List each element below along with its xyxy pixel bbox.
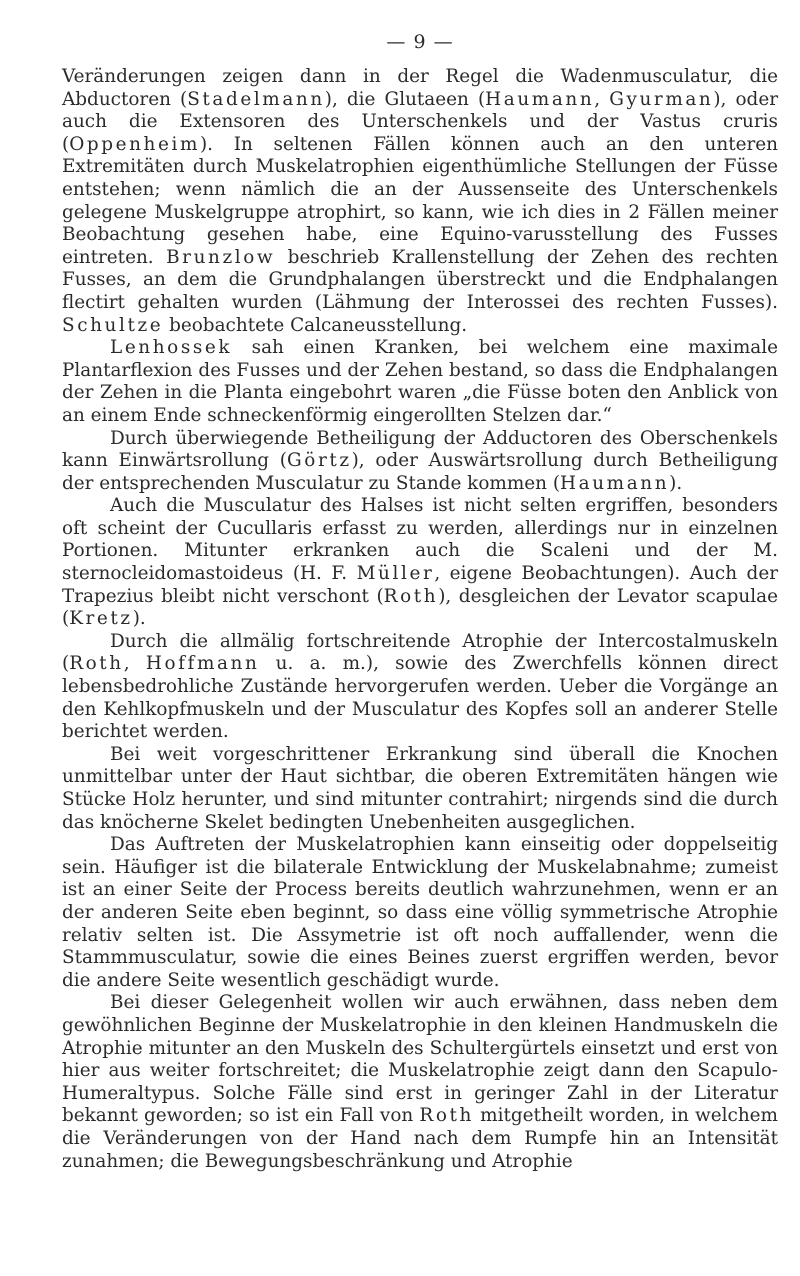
author-name: Haumann — [485, 88, 595, 110]
text-run: ), oder Auswärtsrollung durch Betheiligung der entsprechenden Musculatur zu Stande kommen ( — [62, 450, 778, 494]
body-text — [62, 66, 778, 1173]
paragraph — [62, 495, 778, 631]
author-name: Roth — [383, 585, 439, 607]
paragraph — [62, 744, 778, 834]
author-name: Hoffmann — [145, 653, 260, 675]
text-run: u. a. m.), sowie des Zwerchfells können direct lebensbedrohliche Zustände hervorgerufen werden. Ueber die Vorgänge an den Kehlkopfmuskeln und der Musculatur des Kopfes soll an anderer Stelle berichtet werden. — [62, 653, 778, 743]
text-run: ), desgleichen der Levator scapulae ( — [62, 585, 778, 630]
text-run: Veränderungen zeigen dann in der Regel die Wadenmusculatur, die Abductoren ( — [62, 66, 778, 110]
page — [62, 30, 778, 1173]
author-name: Schultze — [62, 314, 164, 336]
text-run: Bei dieser Gelegenheit wollen wir auch erwähnen, dass neben dem gewöhnlichen Beginne der Muskelatrophie in den kleinen Handmuskeln die Atrophie mitunter an den Muskeln des Schultergürtels einsetzt und erst von hier aus weiter fortschreitet; die Muskelatrophie zeigt dann den Scapulo-Humeraltypus. Solche Fälle sind erst in geringer Zahl in der Literatur bekannt geworden; so ist ein Fall von — [62, 992, 778, 1127]
author-name: Oppenheim — [69, 133, 200, 155]
author-name: Gyurman — [609, 88, 714, 110]
text-run: , eigene Beobachtungen). Auch der Trapezius bleibt nicht verschont ( — [62, 563, 778, 607]
author-name: Görtz — [286, 450, 352, 472]
text-run: Auch die Musculatur des Halses ist nicht selten ergriffen, besonders oft scheint der Cucullaris erfasst zu werden, allerdings nur in einzelnen Portionen. Mitunter erkranken auch die Scaleni und der M. sternocleidomastoideus (H. F. — [62, 495, 778, 585]
author-name: Müller — [356, 563, 435, 585]
paragraph — [62, 66, 778, 337]
paragraph — [62, 337, 778, 427]
author-name: Stadelmann — [187, 88, 325, 110]
text-run: ). In seltenen Fällen können auch an den unteren Extremitäten durch Muskelatrophien eigenthümliche Stellungen der Füsse entstehen; wenn nämlich die an der Aussenseite des Unterschenkels gelegene Muskelgruppe atrophirt, so kann, wie ich dies in 2 Fällen meiner Beobachtung gesehen habe, eine Equino-varusstellung des Fusses eintreten. — [62, 133, 778, 268]
text-run: beschrieb Krallenstellung der Zehen des rechten Fusses, an dem die Grundphalangen überstreckt und die Endphalangen flectirt gehalten wurden (Lähmung der Interossei des rechten Fusses). — [62, 246, 778, 313]
text-run: Durch die allmälig fortschreitende Atrophie der Intercostalmuskeln ( — [62, 630, 778, 675]
text-run: ), die Glutaeen ( — [324, 88, 486, 110]
paragraph — [62, 992, 778, 1173]
paragraph — [62, 631, 778, 744]
paragraph — [62, 834, 778, 992]
text-run: beobachtete Calcaneusstellung. — [163, 314, 468, 336]
text-run: ), oder auch die Extensoren des Unterschenkels und der Vastus cruris ( — [62, 88, 778, 155]
page-number: — 9 — — [386, 31, 454, 53]
text-run: mitgetheilt worden, in welchem die Veränderungen von der Hand nach dem Rumpfe hin an Intensität zunahmen; die Bewegungsbeschränkung und Atrophie — [62, 1105, 778, 1172]
text-run: Bei weit vorgeschrittener Erkrankung sind überall die Knochen unmittelbar unter der Haut sichtbar, die oberen Extremitäten hängen wie Stücke Holz herunter, und sind mitunter contrahirt; nirgends sind die durch das knöcherne Skelet bedingten Unebenheiten ausgeglichen. — [62, 743, 778, 833]
text-run: ). — [669, 472, 683, 494]
author-name: Brunzlow — [166, 246, 276, 268]
author-name: Roth — [419, 1105, 474, 1127]
author-name: Haumann — [560, 472, 670, 494]
text-run: sah einen Kranken, bei welchem eine maximale Plantarflexion des Fusses und der Zehen bestand, so dass die Endphalangen der Zehen in die Planta eingebohrt waren „die Füsse boten den Anblick von an einem Ende schneckenförmig eingerollten Stelzen dar.“ — [62, 337, 778, 426]
text-run: Das Auftreten der Muskelatrophien kann einseitig oder doppelseitig sein. Häufiger ist die bilaterale Entwicklung der Muskelabnahme; zumeist ist an einer Seite der Process bereits deutlich wahrzunehmen, wenn er an der anderen Seite eben beginnt, so dass eine völlig symmetrische Atrophie relativ selten ist. Die Assymetrie ist oft noch auffallender, wenn die Stammmusculatur, sowie die eines Beines zuerst ergriffen werden, bevor die andere Seite wesentlich geschädigt wurde. — [62, 834, 778, 991]
text-run: , — [123, 653, 146, 675]
paragraph — [62, 428, 778, 496]
text-run: Durch überwiegende Betheiligung der Adductoren des Oberschenkels kann Einwärtsrollung ( — [62, 427, 778, 472]
author-name: Roth — [69, 653, 124, 675]
text-run: , — [594, 88, 610, 110]
author-name: Lenhossek — [110, 337, 233, 359]
text-run: ). — [132, 608, 146, 630]
author-name: Kretz — [69, 608, 133, 630]
